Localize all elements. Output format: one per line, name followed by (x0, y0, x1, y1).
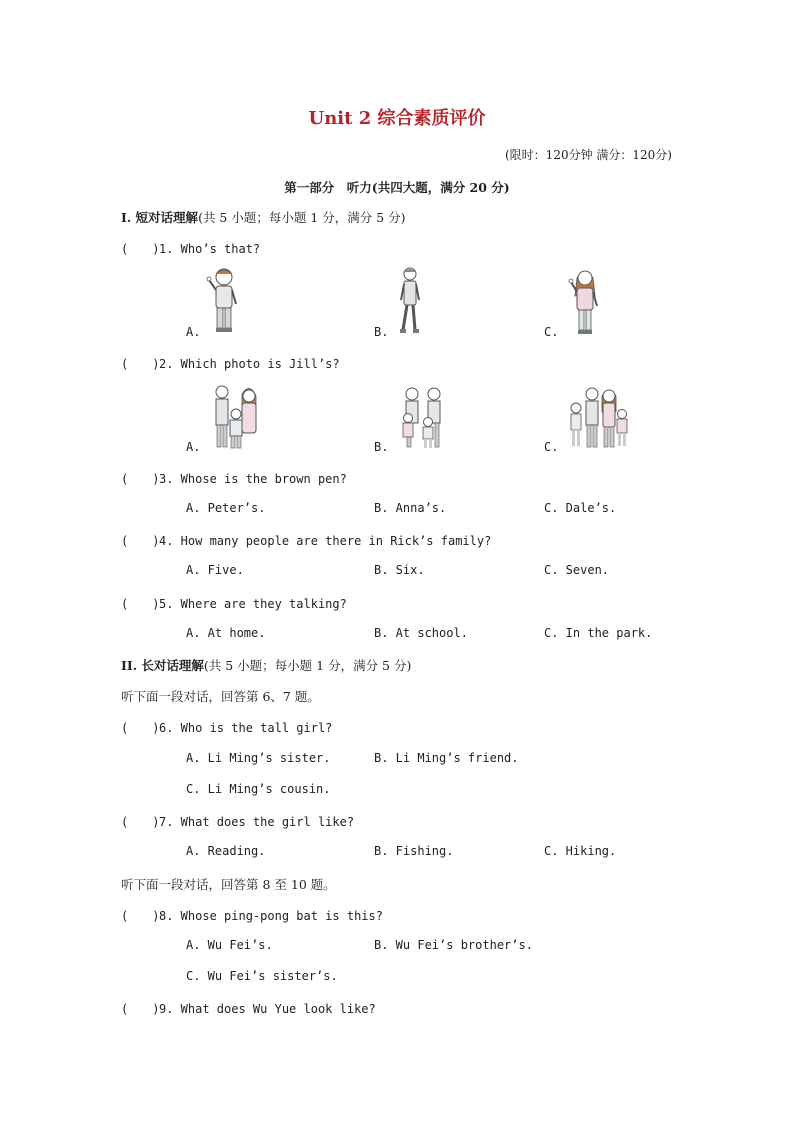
answer-blank[interactable]: ( ) (121, 242, 160, 256)
section-1-title: I. 短对话理解 (121, 210, 199, 225)
q8-option-c[interactable]: C. Wu Fei’s sister’s. (186, 969, 338, 983)
question-7 (121, 813, 354, 830)
answer-blank[interactable]: ( ) (121, 909, 160, 923)
q6-option-b[interactable]: B. Li Ming’s friend. (374, 751, 519, 765)
q7-option-a[interactable]: A. Reading. (186, 844, 266, 858)
question-8 (121, 907, 383, 924)
q5-option-a[interactable]: A. At home. (186, 626, 266, 640)
answer-blank[interactable]: ( ) (121, 472, 160, 486)
q3-option-b[interactable]: B. Anna’s. (374, 501, 447, 515)
q4-option-c[interactable]: C. Seven. (544, 563, 610, 577)
question-2-text: 2. Which photo is Jill’s? (159, 357, 340, 371)
answer-blank[interactable]: ( ) (121, 597, 160, 611)
question-9-text: 9. What does Wu Yue look like? (159, 1002, 376, 1016)
q7-option-c[interactable]: C. Hiking. (544, 844, 617, 858)
question-9 (121, 1000, 376, 1017)
family-photo-a-illustration (212, 382, 260, 450)
q7-option-b[interactable]: B. Fishing. (374, 844, 454, 858)
man-walking-illustration (397, 266, 423, 336)
q4-option-a[interactable]: A. Five. (186, 563, 244, 577)
answer-blank[interactable]: ( ) (121, 721, 160, 735)
time-limit: (限时：120分钟 满分：120分) (505, 148, 672, 162)
q5-option-c[interactable]: C. In the park. (544, 626, 653, 640)
page-title: Unit 2 综合素质评价 (308, 108, 486, 129)
listening-instruction-1: 听下面一段对话，回答第 6、7 题。 (121, 689, 320, 704)
q8-option-a[interactable]: A. Wu Fei’s. (186, 938, 273, 952)
q3-option-a[interactable]: A. Peter’s. (186, 501, 266, 515)
q2-option-c[interactable]: C. (544, 440, 559, 454)
q1-option-c[interactable]: C. (544, 325, 559, 339)
section-1-heading (121, 208, 406, 226)
q8-option-b[interactable]: B. Wu Fei’s brother’s. (374, 938, 533, 952)
family-photo-b-illustration (398, 386, 446, 450)
q2-option-a[interactable]: A. (186, 440, 201, 454)
section-1-desc: (共 5 小题；每小题 1 分，满分 5 分) (198, 210, 406, 225)
family-photo-c-illustration (566, 386, 630, 450)
boy-waving-illustration (205, 266, 241, 334)
question-4-text: 4. How many people are there in Rick’s family? (159, 534, 492, 548)
question-5 (121, 595, 347, 612)
section-2-heading (121, 656, 411, 674)
question-5-text: 5. Where are they talking? (159, 597, 347, 611)
part-heading: 第一部分 听力(共四大题，满分 20 分) (284, 180, 510, 195)
section-2-desc: (共 5 小题；每小题 1 分，满分 5 分) (203, 658, 412, 673)
section-2-title: II. 长对话理解 (121, 658, 204, 673)
question-6-text: 6. Who is the tall girl? (159, 721, 333, 735)
q1-option-a[interactable]: A. (186, 325, 201, 339)
answer-blank[interactable]: ( ) (121, 534, 160, 548)
question-3-text: 3. Whose is the brown pen? (159, 472, 347, 486)
q1-option-b[interactable]: B. (374, 325, 389, 339)
q2-option-b[interactable]: B. (374, 440, 389, 454)
q6-option-a[interactable]: A. Li Ming’s sister. (186, 751, 331, 765)
question-3 (121, 470, 347, 487)
question-1 (121, 240, 260, 257)
question-2 (121, 355, 340, 372)
listening-instruction-2: 听下面一段对话，回答第 8 至 10 题。 (121, 877, 336, 892)
question-6 (121, 719, 332, 736)
answer-blank[interactable]: ( ) (121, 815, 160, 829)
answer-blank[interactable]: ( ) (121, 357, 160, 371)
answer-blank[interactable]: ( ) (121, 1002, 160, 1016)
question-4 (121, 532, 491, 549)
question-7-text: 7. What does the girl like? (159, 815, 355, 829)
girl-waving-illustration (568, 266, 602, 336)
q6-option-c[interactable]: C. Li Ming’s cousin. (186, 782, 331, 796)
question-1-text: 1. Who’s that? (159, 242, 261, 256)
question-8-text: 8. Whose ping-pong bat is this? (159, 909, 383, 923)
q3-option-c[interactable]: C. Dale’s. (544, 501, 617, 515)
q5-option-b[interactable]: B. At school. (374, 626, 468, 640)
q4-option-b[interactable]: B. Six. (374, 563, 425, 577)
